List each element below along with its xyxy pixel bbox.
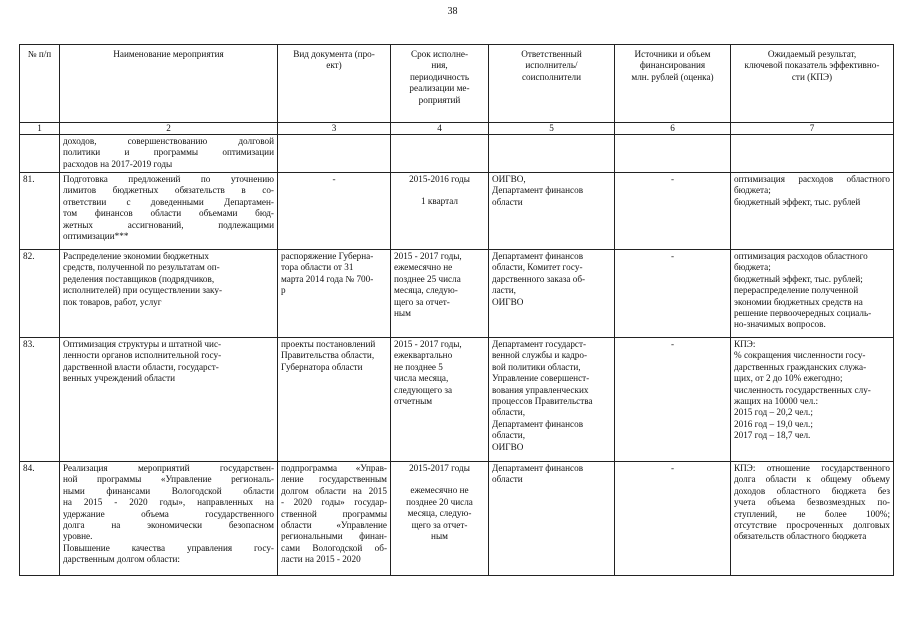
header-doc bbox=[278, 45, 391, 123]
text-line: области, Комитет госу- bbox=[492, 262, 583, 273]
deadline bbox=[391, 338, 489, 462]
text-line: ответствии с доведенными Департамен- bbox=[63, 196, 274, 207]
expected-result bbox=[731, 462, 894, 576]
text-line: Управление совершенст- bbox=[492, 373, 590, 384]
expected-result bbox=[731, 250, 894, 338]
document-type bbox=[278, 338, 391, 462]
text-line: 2015 - 2017 годы, bbox=[394, 251, 462, 261]
header-source bbox=[615, 45, 731, 123]
responsible bbox=[489, 462, 615, 576]
col-number: 3 bbox=[278, 123, 391, 135]
text-line: Срок исполне- bbox=[410, 49, 469, 59]
text-line: доходов областного бюджета без bbox=[734, 485, 890, 496]
text-line: 2016 год – 19,0 чел.; bbox=[734, 418, 813, 429]
text-line: региональными финан- bbox=[281, 531, 387, 542]
responsible bbox=[489, 338, 615, 462]
funding-source: - bbox=[615, 250, 731, 338]
text-line: области bbox=[492, 474, 523, 485]
text-line: 2015 год – 20,2 чел.; bbox=[734, 407, 813, 418]
text-line: дарственных гражданских служа- bbox=[734, 361, 867, 372]
text-line: области bbox=[492, 196, 523, 207]
text-line: дарственного заказа об- bbox=[492, 273, 586, 284]
text-line: оптимизация расходов областного bbox=[734, 251, 868, 261]
text-line: 2015-2017 годы bbox=[409, 463, 470, 473]
header-result bbox=[731, 45, 894, 123]
text-line: щих, от 2 до 10% ежегодно; bbox=[734, 373, 843, 384]
text-line: Вид документа (про- bbox=[293, 49, 375, 59]
table-row bbox=[20, 173, 894, 250]
text-line: марта 2014 года № 700- bbox=[281, 273, 374, 284]
text-line: 2017 год – 18,7 чел. bbox=[734, 430, 811, 441]
text-line: ОИГВО bbox=[492, 296, 524, 307]
text-line: 1 квартал bbox=[421, 196, 458, 207]
text-line: КПЭ: отношение государственного bbox=[734, 463, 890, 473]
funding-source: - bbox=[615, 338, 731, 462]
text-line: Ответственный bbox=[521, 49, 582, 59]
text-line: Повышение качества управления госу- bbox=[63, 542, 274, 553]
text-line: - 2020 годы» государ- bbox=[281, 497, 387, 508]
text-line: области, bbox=[492, 407, 526, 418]
text-line: сами Вологодской об- bbox=[281, 542, 387, 553]
text-line: 2015-2016 годы bbox=[409, 174, 470, 184]
measure-name bbox=[60, 338, 278, 462]
text-line: Распределение экономии бюджетных bbox=[63, 251, 209, 261]
header-row bbox=[20, 45, 894, 123]
text-line: тора области от 31 bbox=[281, 262, 354, 273]
text-line: не позднее 5 bbox=[394, 361, 443, 372]
text-line: бюджетный эффект, тыс. рублей; bbox=[734, 273, 863, 284]
col-number: 7 bbox=[731, 123, 894, 135]
text-line: Ожидаемый результат, bbox=[767, 49, 857, 59]
text-line: проекты постановлений bbox=[281, 339, 376, 349]
text-line: решение первоочередных социаль- bbox=[734, 308, 872, 319]
document-type bbox=[278, 462, 391, 576]
text-line: щего за отчет- bbox=[411, 519, 468, 530]
text-line: области «Управление bbox=[281, 520, 387, 531]
text-line: численность государственных слу- bbox=[734, 384, 871, 395]
text-line: месяца, следую- bbox=[394, 285, 458, 296]
text-line: Подготовка предложений по уточнению bbox=[63, 174, 274, 184]
expected-result bbox=[731, 135, 894, 173]
text-line: доходов, совершенствованию долговой bbox=[63, 136, 274, 146]
document-type bbox=[278, 250, 391, 338]
measure-name bbox=[60, 250, 278, 338]
col-number: 6 bbox=[615, 123, 731, 135]
funding-source bbox=[615, 135, 731, 173]
text-line: экономии бюджетных средств на bbox=[734, 296, 863, 307]
text-line: периодичность bbox=[409, 71, 470, 82]
text-line: позднее 25 числа bbox=[394, 273, 461, 284]
text-line: ОИГВО, bbox=[492, 174, 526, 184]
text-line: сти (КПЭ) bbox=[791, 71, 833, 82]
text-line: Губернатора области bbox=[281, 361, 363, 372]
text-line: лимитов бюджетных обязательств в со- bbox=[63, 185, 274, 196]
measure-name bbox=[60, 173, 278, 250]
responsible bbox=[489, 250, 615, 338]
text-line: распоряжение Губерна- bbox=[281, 251, 374, 261]
document-type bbox=[278, 135, 391, 173]
text-line: Департамент финансов bbox=[492, 463, 584, 473]
text-line: Департамент финансов bbox=[492, 251, 584, 261]
text-line: исполнитель/ bbox=[525, 60, 578, 71]
deadline bbox=[391, 250, 489, 338]
text-line: удержание объема государственного bbox=[63, 508, 274, 519]
col-number: 4 bbox=[391, 123, 489, 135]
text-line: венной службы и кадро- bbox=[492, 350, 588, 361]
text-line: отчетным bbox=[394, 396, 433, 407]
text-line: реализации ме- bbox=[409, 83, 470, 94]
text-line: дарственной власти области, государст- bbox=[63, 361, 219, 372]
text-line: жащих на 10000 чел.: bbox=[734, 396, 818, 407]
text-line: ленности органов исполнительной госу- bbox=[63, 350, 222, 361]
text-line bbox=[394, 474, 485, 485]
text-line: процессов Правительства bbox=[492, 396, 593, 407]
text-line: ласти, bbox=[492, 285, 516, 296]
text-line: 2015 - 2017 годы, bbox=[394, 339, 462, 349]
text-line: ключевой показатель эффективно- bbox=[744, 60, 880, 71]
row-number: 82. bbox=[20, 250, 60, 338]
row-number: 84. bbox=[20, 462, 60, 576]
text-line: долга области к общему объему bbox=[734, 474, 890, 485]
text-line: финансирования bbox=[639, 60, 706, 71]
header-resp bbox=[489, 45, 615, 123]
text-line: оптимизации*** bbox=[63, 231, 129, 242]
text-line: ласти на 2015 - 2020 bbox=[281, 554, 361, 565]
text-line: Департамент государст- bbox=[492, 339, 587, 349]
text-line: числа месяца, bbox=[394, 373, 449, 384]
text-line: бюджета; bbox=[734, 185, 771, 196]
text-line: отсутствие просроченных долговых bbox=[734, 520, 890, 531]
text-line: ект) bbox=[326, 60, 342, 71]
row-number: 81. bbox=[20, 173, 60, 250]
header-name: Наименование мероприятия bbox=[60, 45, 278, 123]
text-line bbox=[394, 185, 485, 196]
text-line: ным bbox=[394, 308, 411, 319]
document-type bbox=[278, 173, 391, 250]
deadline bbox=[391, 135, 489, 173]
text-line: бюджета; bbox=[734, 262, 771, 273]
text-line: на 2015 - 2020 годы», направленных на bbox=[63, 497, 274, 508]
text-line: Оптимизация структуры и штатной чис- bbox=[63, 339, 222, 349]
text-line: исполнителей) при осуществлении заку- bbox=[63, 285, 223, 296]
text-line: том финансов области объемами бюд- bbox=[63, 208, 274, 219]
text-line: Реализация мероприятий государствен- bbox=[63, 463, 274, 473]
deadline bbox=[391, 462, 489, 576]
funding-source: - bbox=[615, 462, 731, 576]
text-line: средств, полученной по результатам оп- bbox=[63, 262, 220, 273]
text-line: Источники и объем bbox=[634, 49, 711, 59]
text-line: Департамент финансов bbox=[492, 185, 584, 196]
text-line: КПЭ: bbox=[734, 339, 756, 349]
text-line: ределения поставщиков (подрядчиков, bbox=[63, 273, 215, 284]
text-line: ление государственным bbox=[281, 474, 387, 485]
text-line: но-значимых вопросов. bbox=[734, 319, 826, 330]
col-number: 5 bbox=[489, 123, 615, 135]
responsible bbox=[489, 135, 615, 173]
text-line: % сокращения численности госу- bbox=[734, 350, 866, 361]
header-term bbox=[391, 45, 489, 123]
funding-source: - bbox=[615, 173, 731, 250]
measure-name bbox=[60, 135, 278, 173]
text-line: учета объема безвозмездных по- bbox=[734, 497, 890, 508]
text-line: ными финансами Вологодской области bbox=[63, 485, 274, 496]
text-line: млн. рублей (оценка) bbox=[631, 71, 714, 82]
measure-name bbox=[60, 462, 278, 576]
text-line: - bbox=[332, 174, 336, 184]
col-number: 2 bbox=[60, 123, 278, 135]
text-line: расходов на 2017-2019 годы bbox=[63, 158, 173, 169]
text-line: ежеквартально bbox=[394, 350, 453, 361]
text-line: подпрограмма «Управ- bbox=[281, 463, 387, 473]
text-line: вой политики области, bbox=[492, 361, 581, 372]
text-line: ственной программы bbox=[281, 508, 387, 519]
row-number: 83. bbox=[20, 338, 60, 462]
text-line: долгом области на 2015 bbox=[281, 485, 387, 496]
text-line: соисполнители bbox=[521, 71, 582, 82]
text-line: Департамент финансов bbox=[492, 418, 584, 429]
text-line: дарственным долгом области: bbox=[63, 554, 180, 565]
expected-result bbox=[731, 338, 894, 462]
col-number: 1 bbox=[20, 123, 60, 135]
header-num: № п/п bbox=[20, 45, 60, 123]
text-line: позднее 20 числа bbox=[406, 496, 473, 507]
text-line: р bbox=[281, 285, 286, 296]
text-line: следующего за bbox=[394, 384, 453, 395]
text-line: венных учреждений области bbox=[63, 373, 176, 384]
text-line: бюджетный эффект, тыс. рублей bbox=[734, 196, 861, 207]
page-number: 38 bbox=[447, 6, 458, 17]
text-line: ния, bbox=[431, 60, 448, 71]
table-row bbox=[20, 250, 894, 338]
deadline bbox=[391, 173, 489, 250]
text-line: оптимизация расходов областного bbox=[734, 174, 890, 184]
text-line: пок товаров, работ, услуг bbox=[63, 296, 162, 307]
text-line: области, bbox=[492, 430, 526, 441]
text-line: жетных ассигнований, подлежащими bbox=[63, 219, 274, 230]
responsible bbox=[489, 173, 615, 250]
text-line: перераспределение полученной bbox=[734, 285, 859, 296]
table-row bbox=[20, 338, 894, 462]
text-line: ежемесячно не bbox=[410, 485, 469, 496]
text-line: роприятий bbox=[418, 94, 461, 105]
text-line: уровне. bbox=[63, 531, 93, 542]
text-line: обязательств областного бюджета bbox=[734, 531, 867, 542]
text-line: ной программы «Управление региональ- bbox=[63, 474, 274, 485]
measures-table bbox=[19, 44, 894, 576]
text-line: ОИГВО bbox=[492, 441, 524, 452]
text-line: Правительства области, bbox=[281, 350, 375, 361]
table-row bbox=[20, 135, 894, 173]
table-row bbox=[20, 462, 894, 576]
text-line: долга на экономически безопасном bbox=[63, 520, 274, 531]
text-line: месяца, следую- bbox=[407, 508, 472, 519]
text-line: ежемесячно не bbox=[394, 262, 453, 273]
text-line: вования управленческих bbox=[492, 384, 589, 395]
text-line: политики и программы оптимизации bbox=[63, 147, 274, 158]
expected-result bbox=[731, 173, 894, 250]
column-number-row bbox=[20, 123, 894, 135]
text-line: ступлений, не более 100%; bbox=[734, 508, 890, 519]
text-line: щего за отчет- bbox=[394, 296, 450, 307]
text-line: ным bbox=[431, 531, 448, 542]
row-number bbox=[20, 135, 60, 173]
